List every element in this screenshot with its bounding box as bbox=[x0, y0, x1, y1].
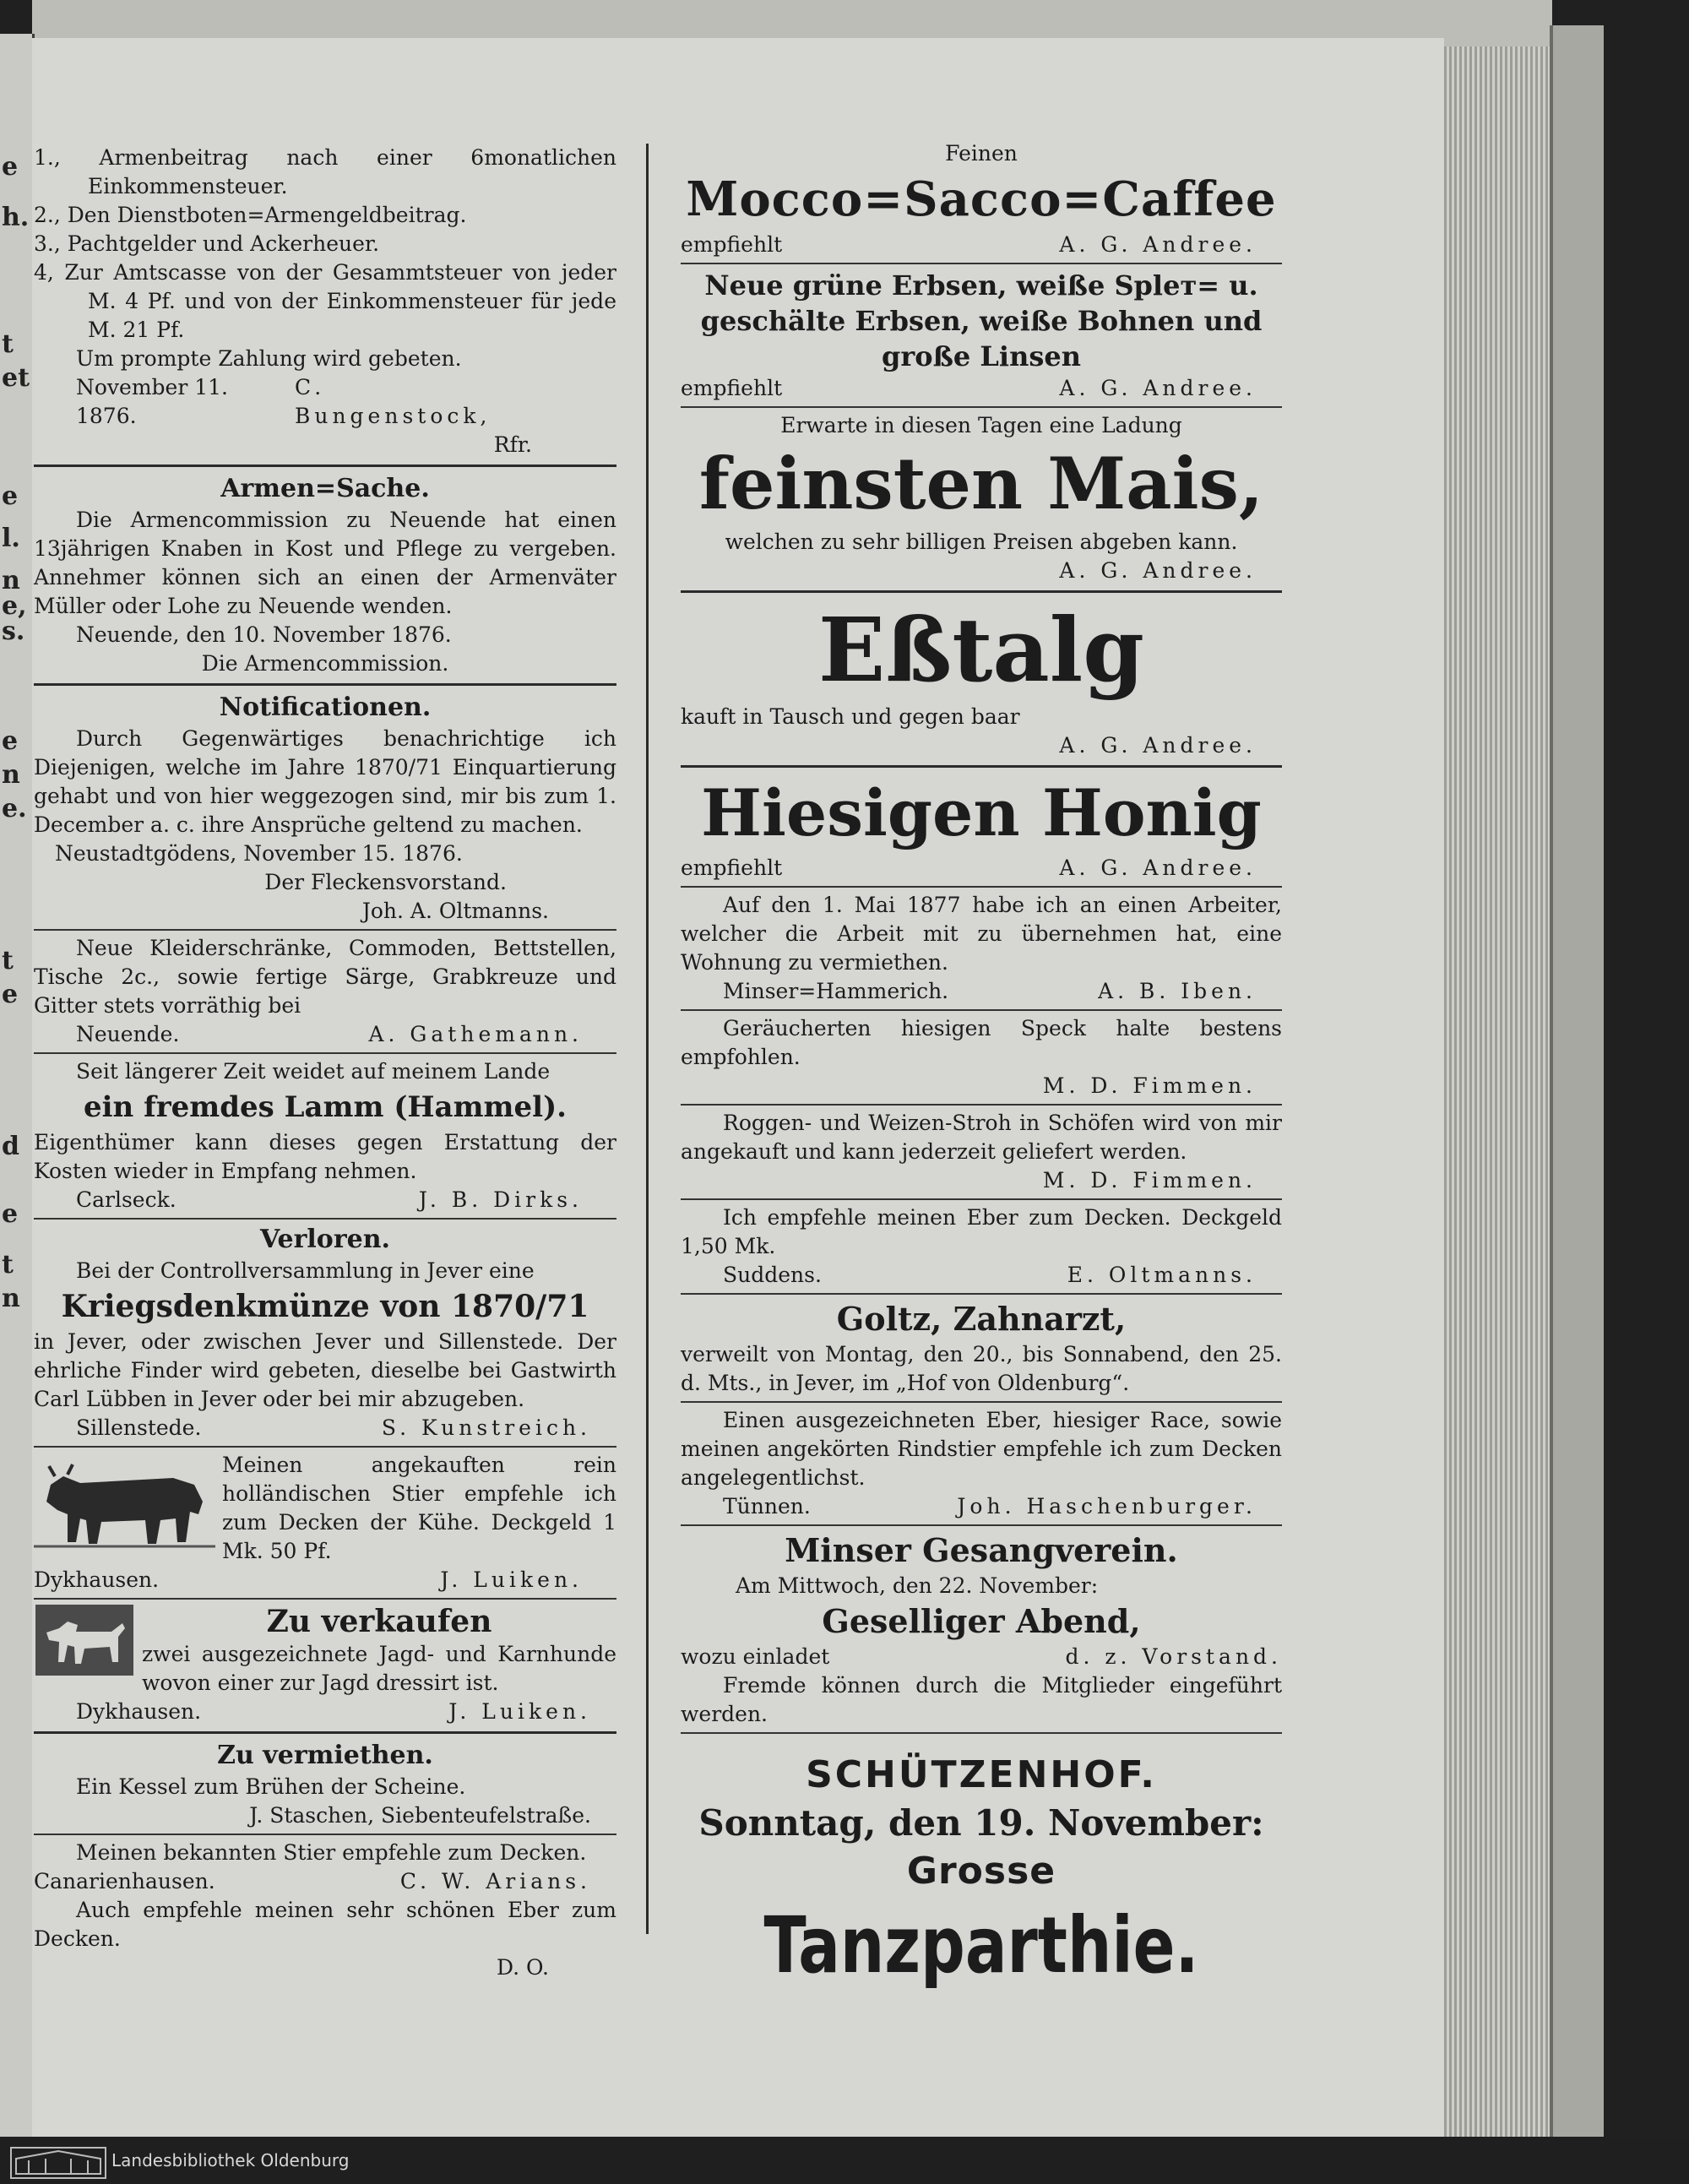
vermiethen-ad bbox=[34, 1739, 616, 1830]
bull-icon bbox=[34, 1451, 215, 1552]
rindstier-signer: Joh. Haschenburger. bbox=[957, 1494, 1257, 1518]
right-column bbox=[681, 139, 1282, 1996]
verkaufen-signer: J. Luiken. bbox=[448, 1699, 591, 1724]
caffee-headline: Mocco=Sacco=Caffee bbox=[686, 171, 1277, 227]
vermiethen-text: Ein Kessel zum Brühen der Scheine. bbox=[76, 1774, 466, 1799]
stier-signer: J. Luiken. bbox=[440, 1567, 583, 1592]
kleider-ad bbox=[34, 934, 616, 1049]
lamm-headline: ein fremdes Lamm (Hammel). bbox=[83, 1090, 568, 1124]
rindstier-place: Tünnen. bbox=[723, 1494, 811, 1518]
divider bbox=[681, 1732, 1282, 1734]
armen-date: Neuende, den 10. November 1876. bbox=[76, 622, 452, 647]
caffee-pre: Feinen bbox=[945, 141, 1018, 166]
library-logo-icon bbox=[10, 2147, 106, 2179]
divider bbox=[34, 465, 616, 467]
armen-text: Die Armencommission zu Neuende hat einen 13jährigen Knaben in Kost und Pflege zu vergeben. Annehmer können sich an einen der Armenväter Müller oder Lohe zu Neuende wenden. bbox=[34, 508, 616, 618]
verkaufen-title: Zu verkaufen bbox=[266, 1604, 492, 1639]
book-cover-edge bbox=[1550, 25, 1604, 2137]
honig-headline: Hiesigen Honig bbox=[701, 775, 1262, 850]
erbsen-headline: Neue grüne Erbsen, weiße Spleт= u. geschälte Erbsen, weiße Bohnen und große Linsen bbox=[700, 269, 1263, 372]
margin-fragment: e bbox=[2, 1199, 19, 1229]
verkaufen-place: Dykhausen. bbox=[76, 1699, 202, 1724]
verloren-text-1: Bei der Controllversammlung in Jever eine bbox=[76, 1258, 535, 1283]
schuetzen-pre: Grosse bbox=[906, 1850, 1056, 1893]
stroh-ad bbox=[681, 1109, 1282, 1195]
caffee-signer: A. G. Andree. bbox=[1059, 232, 1257, 257]
stier-text: Meinen angekauften rein holländischen Stier empfehle ich zum Decken der Kühe. Deckgeld 1 Mk. 50 Pf. bbox=[222, 1453, 616, 1563]
esstalg-signer: A. G. Andree. bbox=[1059, 733, 1257, 758]
notif-date: Neustadtgödens, November 15. 1876. bbox=[55, 841, 463, 866]
goltz-text: verweilt von Montag, den 20., bis Sonnabend, den 25. d. Mts., in Jever, im „Hof von Oldenburg“. bbox=[681, 1342, 1282, 1395]
eber-right-signer: E. Oltmanns. bbox=[1067, 1263, 1257, 1287]
kleider-text: Neue Kleiderschränke, Commoden, Bettstellen, Tische 2c., sowie fertige Särge, Grabkreuze und Gitter stets vorräthig bei bbox=[34, 936, 616, 1018]
gesang-headline: Minser Gesangverein. bbox=[785, 1531, 1178, 1569]
tax-signer: C. Bungenstock, bbox=[294, 375, 491, 428]
margin-fragment: e bbox=[2, 481, 19, 511]
caffee-label: empfiehlt bbox=[681, 232, 783, 257]
divider bbox=[34, 929, 616, 931]
margin-fragment: e, bbox=[2, 591, 27, 621]
tax-item-3: 3., Pachtgelder und Ackerheuer. bbox=[34, 231, 380, 256]
margin-fragment: e bbox=[2, 980, 19, 1009]
lamm-place: Carlseck. bbox=[76, 1187, 177, 1212]
divider bbox=[681, 886, 1282, 888]
wohnung-place: Minser=Hammerich. bbox=[723, 979, 949, 1003]
left-page-strip bbox=[0, 34, 35, 2137]
stier-ad bbox=[34, 1451, 616, 1595]
divider bbox=[681, 1009, 1282, 1011]
notif-signer-1: Der Fleckensvorstand. bbox=[264, 870, 507, 894]
stier2-text: Meinen bekannten Stier empfehle zum Decken. bbox=[76, 1840, 587, 1865]
divider bbox=[681, 1198, 1282, 1200]
esstalg-ad bbox=[681, 598, 1282, 760]
gesang-headline-2: Geselliger Abend, bbox=[822, 1602, 1141, 1640]
divider bbox=[34, 683, 616, 686]
divider bbox=[681, 1401, 1282, 1403]
margin-fragment: d bbox=[2, 1132, 19, 1161]
erbsen-signer: A. G. Andree. bbox=[1059, 376, 1257, 400]
eber-left-signer: D. O. bbox=[496, 1955, 549, 1980]
mais-ad bbox=[681, 411, 1282, 585]
verloren-title: Verloren. bbox=[260, 1225, 390, 1254]
stier2-signer: C. W. Arians. bbox=[399, 1869, 591, 1893]
caffee-ad bbox=[681, 139, 1282, 259]
esstalg-headline: Eßtalg bbox=[818, 598, 1144, 702]
verkaufen-ad bbox=[34, 1603, 616, 1726]
divider bbox=[34, 1731, 616, 1734]
divider bbox=[34, 1218, 616, 1220]
rindstier-text: Einen ausgezeichneten Eber, hiesiger Race, sowie meinen angekörten Rindstier empfehle ich zum Decken angelegentlichst. bbox=[681, 1408, 1282, 1490]
wohnung-ad bbox=[681, 891, 1282, 1006]
divider bbox=[681, 1524, 1282, 1526]
tax-date: November 11. 1876. bbox=[76, 375, 229, 428]
margin-fragment: e bbox=[2, 152, 19, 182]
verloren-place: Sillenstede. bbox=[76, 1415, 202, 1440]
lamm-text-1: Seit längerer Zeit weidet auf meinem Lande bbox=[76, 1059, 551, 1084]
verloren-signer: S. Kunstreich. bbox=[381, 1415, 591, 1440]
esstalg-text: kauft in Tausch und gegen baar bbox=[681, 704, 1020, 729]
eber-left-text: Auch empfehle meinen sehr schönen Eber zum Decken. bbox=[34, 1898, 616, 1951]
kleider-place: Neuende. bbox=[76, 1022, 180, 1046]
eber-right-ad bbox=[681, 1203, 1282, 1290]
margin-fragment: t bbox=[2, 329, 14, 359]
stier2-ad bbox=[34, 1839, 616, 1982]
column-divider bbox=[646, 144, 649, 1934]
tax-item-4: 4, Zur Amtscasse von der Gesammtsteuer von jeder M. 4 Pf. und von der Einkommensteuer für jede M. 21 Pf. bbox=[34, 260, 616, 342]
kleider-signer: A. Gathemann. bbox=[368, 1022, 583, 1046]
mais-signer: A. G. Andree. bbox=[1059, 558, 1257, 583]
divider bbox=[681, 263, 1282, 264]
divider bbox=[681, 1293, 1282, 1295]
mais-text-1: Erwarte in diesen Tagen eine Ladung bbox=[780, 413, 1182, 437]
rindstier-ad bbox=[681, 1406, 1282, 1521]
verloren-text-2: in Jever, oder zwischen Jever und Sillenstede. Der ehrliche Finder wird gebeten, dieselbe bei Gastwirth Carl Lübben in Jever oder bei mir abzugeben. bbox=[34, 1329, 616, 1411]
margin-fragment: l. bbox=[2, 524, 20, 553]
lamm-ad bbox=[34, 1057, 616, 1214]
mais-headline: feinsten Mais, bbox=[698, 442, 1264, 525]
eber-right-place: Suddens. bbox=[723, 1263, 822, 1287]
divider bbox=[681, 406, 1282, 408]
speck-signer: M. D. Fimmen. bbox=[1042, 1073, 1257, 1098]
margin-fragment: n bbox=[2, 1284, 20, 1313]
vermiethen-signer: J. Staschen, Siebenteufelstraße. bbox=[249, 1803, 591, 1828]
verloren-ad bbox=[34, 1223, 616, 1442]
goltz-ad bbox=[681, 1298, 1282, 1398]
tax-request: Um prompte Zahlung wird gebeten. bbox=[76, 346, 462, 371]
notif-text: Durch Gegenwärtiges benachrichtige ich Diejenigen, welche im Jahre 1870/71 Einquartierung gehabt und von hier weggezogen sind, mir bis zum 1. December a. c. ihre Ansprüche geltend zu machen. bbox=[34, 726, 616, 837]
divider bbox=[34, 1052, 616, 1054]
schuetzen-date: Sonntag, den 19. November: bbox=[698, 1802, 1264, 1844]
schuetzen-headline: Tanzparthie. bbox=[763, 1900, 1199, 1991]
gesangverein-ad bbox=[681, 1529, 1282, 1729]
margin-fragment: s. bbox=[2, 617, 25, 646]
verloren-headline: Kriegsdenkmünze von 1870/71 bbox=[61, 1289, 589, 1324]
left-column bbox=[34, 144, 616, 1982]
stroh-text: Roggen- und Weizen-Stroh in Schöfen wird von mir angekauft und kann jederzeit geliefert werden. bbox=[681, 1111, 1282, 1164]
gesang-text-1: Am Mittwoch, den 22. November: bbox=[736, 1573, 1099, 1598]
tax-item-2: 2., Den Dienstboten=Armengeldbeitrag. bbox=[34, 203, 467, 227]
armen-signer: Die Armencommission. bbox=[201, 651, 449, 676]
divider bbox=[34, 1598, 616, 1600]
library-name: Landesbibliothek Oldenburg bbox=[111, 2150, 350, 2170]
stier2-place: Canarienhausen. bbox=[34, 1869, 215, 1893]
page-edges bbox=[1444, 46, 1550, 2137]
margin-fragment: h. bbox=[2, 203, 30, 232]
divider bbox=[681, 1104, 1282, 1106]
dog-icon bbox=[34, 1603, 135, 1677]
margin-fragment: n bbox=[2, 566, 20, 595]
schuetzenhof-ad bbox=[681, 1751, 1282, 1996]
margin-fragment: t bbox=[2, 1250, 14, 1279]
lamm-text-2: Eigenthümer kann dieses gegen Erstattung der Kosten wieder in Empfang nehmen. bbox=[34, 1130, 616, 1183]
margin-fragment: e bbox=[2, 726, 19, 756]
stroh-signer: M. D. Fimmen. bbox=[1042, 1168, 1257, 1193]
divider bbox=[681, 590, 1282, 593]
mais-text-2: welchen zu sehr billigen Preisen abgeben kann. bbox=[725, 530, 1238, 554]
notificationen-ad bbox=[34, 691, 616, 926]
vermiethen-title: Zu vermiethen. bbox=[217, 1741, 433, 1770]
honig-label: empfiehlt bbox=[681, 856, 783, 880]
tax-item-1: 1., Armenbeitrag nach einer 6monatlichen Einkommensteuer. bbox=[34, 145, 616, 198]
stier-place: Dykhausen. bbox=[34, 1567, 160, 1592]
lamm-signer: J. B. Dirks. bbox=[418, 1187, 583, 1212]
margin-fragment: et bbox=[2, 363, 30, 393]
notif-title: Notificationen. bbox=[219, 693, 432, 722]
divider bbox=[681, 765, 1282, 768]
goltz-headline: Goltz, Zahnarzt, bbox=[836, 1300, 1127, 1338]
schuetzen-venue: SCHÜTZENHOF. bbox=[806, 1753, 1157, 1796]
wohnung-text: Auf den 1. Mai 1877 habe ich an einen Arbeiter, welcher die Arbeit mit zu übernehmen hat, eine Wohnung zu vermiethen. bbox=[681, 893, 1282, 975]
honig-signer: A. G. Andree. bbox=[1059, 856, 1257, 880]
speck-text: Geräucherten hiesigen Speck halte bestens empfohlen. bbox=[681, 1016, 1282, 1069]
margin-fragment: n bbox=[2, 760, 20, 790]
gesang-text-2: Fremde können durch die Mitglieder eingeführt werden. bbox=[681, 1673, 1282, 1726]
divider bbox=[34, 1834, 616, 1835]
margin-fragment: t bbox=[2, 946, 14, 975]
armen-title: Armen=Sache. bbox=[220, 474, 430, 503]
tax-signer-title: Rfr. bbox=[493, 432, 532, 457]
gesang-signer: d. z. Vorstand. bbox=[1065, 1644, 1282, 1669]
speck-ad bbox=[681, 1014, 1282, 1100]
erbsen-ad bbox=[681, 268, 1282, 403]
margin-fragment: e. bbox=[2, 794, 27, 823]
notif-signer-2: Joh. A. Oltmanns. bbox=[361, 899, 549, 923]
verkaufen-text: zwei ausgezeichnete Jagd- und Karnhunde wovon einer zur Jagd dressirt ist. bbox=[142, 1642, 616, 1695]
library-footer bbox=[0, 2138, 1689, 2184]
eber-right-text: Ich empfehle meinen Eber zum Decken. Deckgeld 1,50 Mk. bbox=[681, 1205, 1282, 1258]
honig-ad bbox=[681, 773, 1282, 883]
wohnung-signer: A. B. Iben. bbox=[1098, 979, 1257, 1003]
divider bbox=[34, 1446, 616, 1448]
gesang-label: wozu einladet bbox=[681, 1644, 830, 1669]
armen-sache-ad bbox=[34, 472, 616, 678]
tax-notice bbox=[34, 144, 616, 459]
erbsen-label: empfiehlt bbox=[681, 376, 783, 400]
